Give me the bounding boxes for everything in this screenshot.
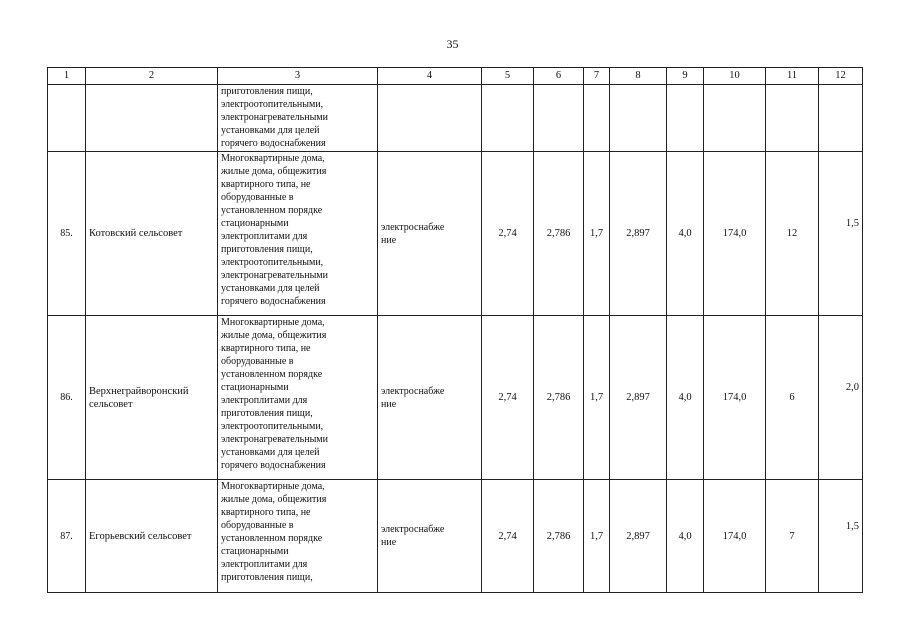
utility-type: электроснабже ние [378, 152, 482, 316]
value-cell: 4,0 [667, 316, 704, 480]
column-header: 8 [610, 68, 667, 85]
column-header: 11 [766, 68, 819, 85]
column-header: 2 [86, 68, 218, 85]
row-description: Многоквартирные дома, жилые дома, общежития квартирного типа, не оборудованные в установленном порядке стационарными электроплитами для приготовления пищи, электроотопительными, электронагревательными установками для целей горячего водоснабжения [218, 152, 378, 316]
row-number: 86. [48, 316, 86, 480]
table-row [48, 152, 863, 316]
row-description: Многоквартирные дома, жилые дома, общежития квартирного типа, не оборудованные в установленном порядке стационарными электроплитами для приготовления пищи, электроотопительными, электронагревательными установками для целей горячего водоснабжения [218, 316, 378, 480]
column-header: 9 [667, 68, 704, 85]
settlement-name: Верхнеграйворонский сельсовет [86, 316, 218, 480]
value-cell: 2,786 [534, 316, 584, 480]
value-cell: 1,5 [819, 480, 863, 593]
page-number: 35 [446, 37, 459, 51]
value-cell: 2,74 [482, 152, 534, 316]
table-row [48, 480, 863, 593]
value-cell: 6 [766, 316, 819, 480]
value-cell: 1,7 [584, 480, 610, 593]
column-header: 6 [534, 68, 584, 85]
row-number: 87. [48, 480, 86, 593]
value-cell: 2,74 [482, 480, 534, 593]
value-cell: 2,897 [610, 480, 667, 593]
value-cell: 2,786 [534, 480, 584, 593]
row-number: 85. [48, 152, 86, 316]
tariff-table [47, 67, 863, 593]
table-row [48, 316, 863, 480]
value-cell: 174,0 [704, 316, 766, 480]
column-header: 7 [584, 68, 610, 85]
value-cell: 1,5 [819, 152, 863, 316]
utility-type: электроснабже ние [378, 480, 482, 593]
value-cell: 2,897 [610, 152, 667, 316]
row-description: приготовления пищи, электроотопительными, электронагревательными установками для целей горячего водоснабжения [218, 85, 378, 152]
continuation-row [48, 85, 863, 152]
column-header: 4 [378, 68, 482, 85]
value-cell: 1,7 [584, 152, 610, 316]
value-cell: 1,7 [584, 316, 610, 480]
settlement-name: Котовский сельсовет [86, 152, 218, 316]
header-row [48, 68, 863, 85]
column-header: 3 [218, 68, 378, 85]
settlement-name: Егорьевский сельсовет [86, 480, 218, 593]
column-header: 1 [48, 68, 86, 85]
value-cell: 2,74 [482, 316, 534, 480]
utility-type: электроснабже ние [378, 316, 482, 480]
value-cell: 2,897 [610, 316, 667, 480]
value-cell: 4,0 [667, 480, 704, 593]
column-header: 12 [819, 68, 863, 85]
row-description: Многоквартирные дома, жилые дома, общежития квартирного типа, не оборудованные в установленном порядке стационарными электроплитами для приготовления пищи, [218, 480, 378, 593]
value-cell: 4,0 [667, 152, 704, 316]
value-cell: 12 [766, 152, 819, 316]
column-header: 10 [704, 68, 766, 85]
value-cell: 2,786 [534, 152, 584, 316]
value-cell: 174,0 [704, 480, 766, 593]
value-cell: 174,0 [704, 152, 766, 316]
value-cell: 7 [766, 480, 819, 593]
column-header: 5 [482, 68, 534, 85]
value-cell: 2,0 [819, 316, 863, 480]
